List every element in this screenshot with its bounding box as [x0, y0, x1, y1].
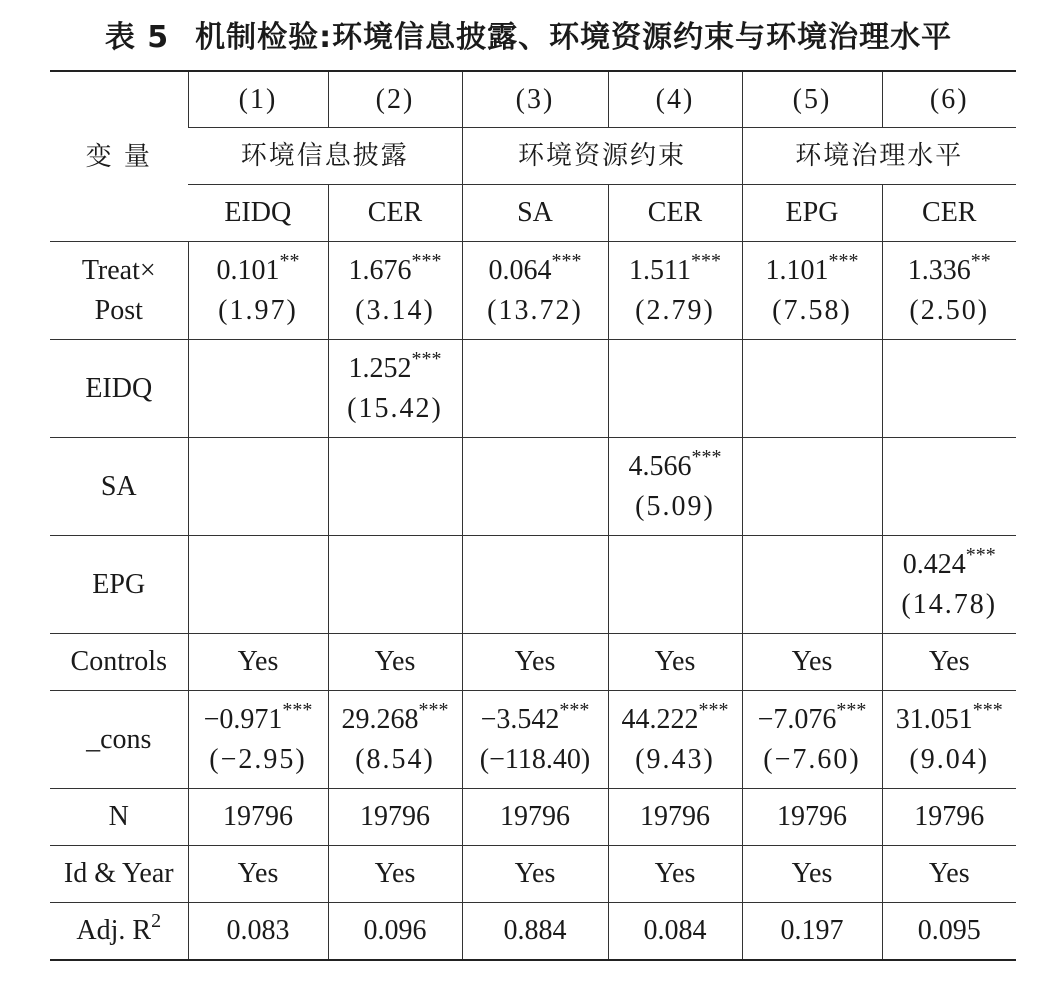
table-cell: Yes	[462, 846, 608, 903]
significance-stars: ***	[972, 698, 1003, 721]
coef-value: −3.542	[480, 703, 560, 735]
t-stat: (1.97)	[218, 294, 298, 326]
coef-value: 1.676	[348, 254, 412, 286]
t-stat: (2.79)	[635, 294, 715, 326]
coef-value: −0.971	[203, 703, 283, 735]
significance-stars: **	[970, 249, 991, 272]
table-cell: 0.884	[462, 903, 608, 961]
coef-value: 1.252	[348, 352, 412, 384]
table-cell: Yes	[462, 634, 608, 691]
significance-stars: ***	[690, 249, 721, 272]
coef-value: 1.336	[907, 254, 971, 286]
coef-cell	[188, 691, 328, 789]
coef-value: 31.051	[895, 703, 973, 735]
significance-stars: ***	[551, 249, 582, 272]
coef-value: 0.064	[488, 254, 552, 286]
t-stat: (15.42)	[347, 392, 443, 424]
significance-stars: ***	[411, 249, 442, 272]
coef-value: 44.222	[621, 703, 699, 735]
t-stat: (−118.40)	[479, 743, 591, 775]
empty-cell	[742, 438, 882, 536]
coef-cell	[328, 242, 462, 340]
table-cell: 19796	[188, 789, 328, 846]
coef-cell	[462, 242, 608, 340]
table-number: 表 5	[104, 20, 170, 55]
empty-cell	[462, 536, 608, 634]
empty-cell	[742, 536, 882, 634]
t-stat: (9.04)	[909, 743, 990, 775]
header-row-groups	[50, 128, 1016, 185]
table-cell: 19796	[742, 789, 882, 846]
table-cell: Yes	[608, 846, 742, 903]
empty-cell	[328, 438, 462, 536]
col-number: (3)	[462, 71, 608, 128]
empty-cell	[328, 536, 462, 634]
table-cell: 0.083	[188, 903, 328, 961]
coef-cell	[328, 340, 462, 438]
empty-cell	[608, 536, 742, 634]
header-row-depvars	[50, 185, 1016, 242]
row-label-line: Post	[94, 294, 143, 326]
empty-cell	[608, 340, 742, 438]
table-row	[50, 903, 1016, 961]
table-cell: 19796	[882, 789, 1016, 846]
t-stat: (3.14)	[355, 294, 435, 326]
table-row	[50, 634, 1016, 691]
t-stat: (−7.60)	[763, 743, 861, 775]
coef-value: 1.511	[629, 254, 691, 286]
table-cell: 0.197	[742, 903, 882, 961]
empty-cell	[882, 340, 1016, 438]
table-cell: Yes	[608, 634, 742, 691]
table-cell: 19796	[462, 789, 608, 846]
coef-value: 0.424	[902, 548, 966, 580]
dep-var: CER	[882, 185, 1016, 242]
row-label: SA	[50, 438, 188, 536]
empty-cell	[462, 438, 608, 536]
regression-table	[50, 70, 1016, 961]
empty-cell	[462, 340, 608, 438]
empty-cell	[742, 340, 882, 438]
coef-cell	[742, 242, 882, 340]
t-stat: (14.78)	[901, 588, 998, 620]
significance-stars: ***	[965, 543, 996, 566]
coef-cell	[608, 691, 742, 789]
significance-stars: ***	[836, 698, 867, 721]
coef-cell	[882, 536, 1016, 634]
empty-cell	[188, 340, 328, 438]
coef-cell	[742, 691, 882, 789]
empty-cell	[188, 438, 328, 536]
table-row	[50, 846, 1016, 903]
row-label: EIDQ	[50, 340, 188, 438]
row-label: N	[50, 789, 188, 846]
coef-value: 0.101	[216, 254, 280, 286]
col-number: (1)	[188, 71, 328, 128]
table-cell: 0.096	[328, 903, 462, 961]
dep-var: EPG	[742, 185, 882, 242]
table-caption: 机制检验:环境信息披露、环境资源约束与环境治理水平	[195, 20, 953, 55]
table-cell: Yes	[188, 634, 328, 691]
coef-value: 1.101	[765, 254, 829, 286]
row-label: _cons	[50, 691, 188, 789]
t-stat: (−2.95)	[209, 743, 307, 775]
row-label	[50, 242, 188, 340]
table-cell: Yes	[328, 634, 462, 691]
significance-stars: ***	[698, 698, 729, 721]
table-row	[50, 789, 1016, 846]
coef-cell	[462, 691, 608, 789]
dep-var: EIDQ	[188, 185, 328, 242]
table-cell: Yes	[742, 634, 882, 691]
significance-stars: **	[279, 249, 300, 272]
table-cell: 19796	[328, 789, 462, 846]
table-cell: Yes	[328, 846, 462, 903]
table-row	[50, 242, 1016, 340]
variable-header: 变 量	[50, 71, 188, 242]
table-row	[50, 536, 1016, 634]
coef-value: −7.076	[757, 703, 837, 735]
empty-cell	[882, 438, 1016, 536]
t-stat: (13.72)	[487, 294, 583, 326]
significance-stars: ***	[559, 698, 590, 721]
col-number: (2)	[328, 71, 462, 128]
table-cell: 19796	[608, 789, 742, 846]
significance-stars: ***	[828, 249, 859, 272]
row-label	[50, 903, 188, 961]
row-label-text: Adj. R	[76, 915, 152, 946]
table-cell: 0.095	[882, 903, 1016, 961]
significance-stars: ***	[418, 698, 449, 721]
coef-cell	[608, 242, 742, 340]
row-label: Controls	[50, 634, 188, 691]
table-cell: Yes	[882, 846, 1016, 903]
coef-cell	[328, 691, 462, 789]
col-number: (6)	[882, 71, 1016, 128]
coef-cell	[188, 242, 328, 340]
coef-cell	[882, 242, 1016, 340]
coef-cell	[882, 691, 1016, 789]
dep-var: CER	[608, 185, 742, 242]
table-row	[50, 691, 1016, 789]
group-header: 环境资源约束	[462, 128, 742, 185]
coef-value: 29.268	[341, 703, 419, 735]
row-label-line: Treat×	[81, 254, 156, 286]
table-row	[50, 340, 1016, 438]
group-header: 环境信息披露	[188, 128, 462, 185]
empty-cell	[188, 536, 328, 634]
table-row	[50, 438, 1016, 536]
t-stat: (9.43)	[635, 743, 715, 775]
superscript: 2	[151, 910, 162, 932]
table-cell: Yes	[188, 846, 328, 903]
table-title	[0, 12, 1057, 56]
table-cell: Yes	[882, 634, 1016, 691]
significance-stars: ***	[282, 698, 313, 721]
t-stat: (5.09)	[635, 490, 715, 522]
t-stat: (7.58)	[772, 294, 852, 326]
group-header: 环境治理水平	[742, 128, 1016, 185]
row-label: Id & Year	[50, 846, 188, 903]
significance-stars: ***	[691, 445, 722, 468]
col-number: (4)	[608, 71, 742, 128]
t-stat: (8.54)	[355, 743, 435, 775]
t-stat: (2.50)	[909, 294, 990, 326]
table-cell: 0.084	[608, 903, 742, 961]
table-cell: Yes	[742, 846, 882, 903]
dep-var: CER	[328, 185, 462, 242]
coef-value: 4.566	[628, 450, 692, 482]
header-row-numbers	[50, 71, 1016, 128]
coef-cell	[608, 438, 742, 536]
col-number: (5)	[742, 71, 882, 128]
significance-stars: ***	[411, 347, 442, 370]
row-label: EPG	[50, 536, 188, 634]
dep-var: SA	[462, 185, 608, 242]
